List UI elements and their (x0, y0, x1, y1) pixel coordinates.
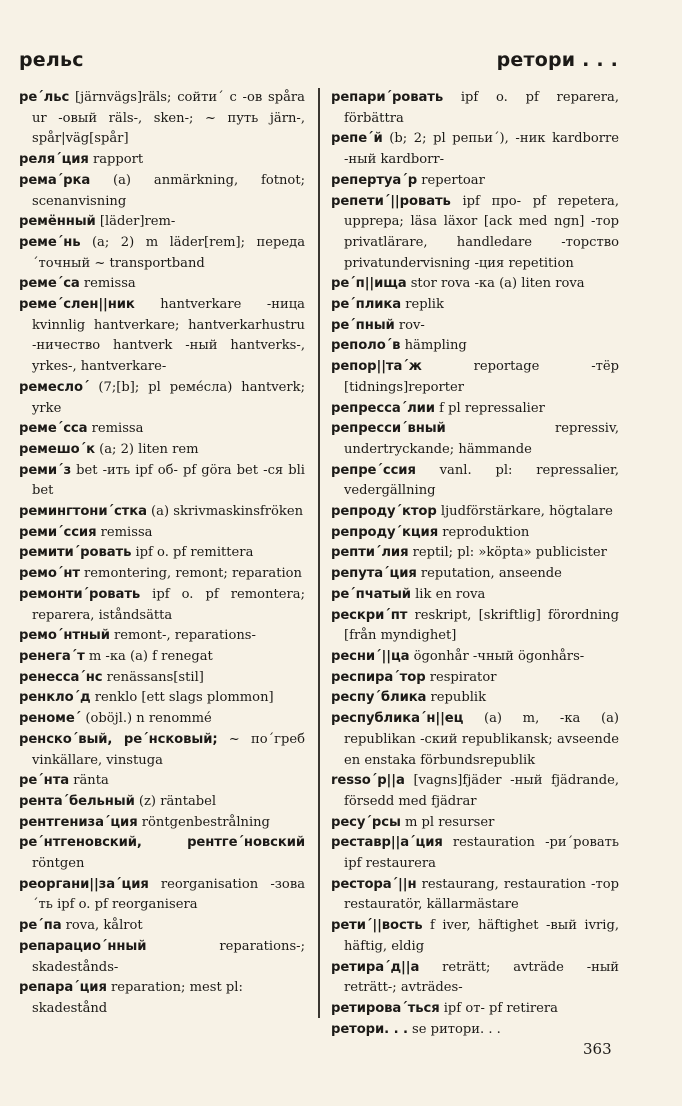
headword: реоргани||за´ция (19, 876, 149, 892)
headword: реноме´ (19, 711, 82, 727)
definition: (a) anmärkning, fotnot; scenanvisning (32, 172, 305, 209)
headword: ренега´т (19, 648, 85, 664)
definition: remont-, reparations- (109, 628, 256, 644)
dictionary-entry (19, 171, 305, 212)
dictionary-entry (331, 709, 619, 771)
definition: ~ по´греб vinkällare, vinstuga (32, 731, 305, 768)
headword: ретори. . . (331, 1021, 408, 1037)
dictionary-entry (331, 606, 619, 647)
dictionary-entry (19, 833, 305, 874)
headword: репара´ция (19, 980, 107, 996)
dictionary-entry (331, 461, 619, 502)
definition: (7;[b]; pl реме́сла) hantverk; yrke (32, 379, 305, 416)
dictionary-entry (19, 564, 305, 585)
headword: ре´плика (331, 297, 402, 313)
headword: рети´||вость (331, 918, 423, 934)
dictionary-entry (19, 440, 305, 461)
definition: (a; 2) liten rem (94, 441, 199, 457)
dictionary-entry (331, 833, 619, 874)
dictionary-entry (19, 212, 305, 233)
headword: ремённый (19, 214, 96, 230)
headword: реставр||а´ция (331, 835, 443, 851)
headword: ремонти´ровать (19, 586, 141, 602)
definition: [läder]rem- (95, 214, 176, 230)
headword: ренкло´д (19, 690, 91, 706)
definition: reptil; pl: »köpta» publicister (408, 545, 607, 561)
definition: restauration -ри´ровать ipf restaurera (344, 835, 619, 872)
dictionary-entry (19, 274, 305, 295)
headword: ремингтони´стка (19, 504, 147, 520)
definition: reputation, anseende (416, 566, 562, 582)
dictionary-entry (19, 523, 305, 544)
definition: renässans[stil] (102, 669, 204, 685)
headword: ретира´д||а (331, 959, 420, 975)
definition: se ритори. . . (407, 1021, 501, 1037)
definition: (a) skrivmaskinsfröken (146, 504, 304, 520)
definition: (a; 2) m läder[rem]; переда´точный ~ transportband (32, 234, 305, 271)
headword: репроду´ктор (331, 504, 437, 520)
dictionary-entry (331, 564, 619, 585)
right-column (331, 88, 619, 1040)
headword: ресу´рсы (331, 814, 401, 830)
definition: ipf про- pf repetera, upprepa; läsa läxor [ack med ngn] -тор privatlärare, handledare -торство privatundervisning -ция repetition (344, 193, 619, 271)
dictionary-entry (19, 647, 305, 668)
headword: ре´па (19, 918, 62, 934)
definition: [vagns]fjäder -ный fjädrande, försedd med fjädrar (344, 773, 619, 809)
dictionary-entry (331, 88, 619, 129)
definition: [järnvägs]räls; сойти´ с -ов spåra ur -овый räls-, sken-; ~ путь järn-, spår|väg[spår] (32, 90, 305, 147)
dictionary-entry (19, 813, 305, 834)
headword: ремесло´ (19, 379, 90, 395)
headword: рестора´||н (331, 876, 417, 892)
dictionary-entry (19, 295, 305, 378)
headword: реми´ссия (19, 524, 97, 540)
definition: remontering, remont; reparation (79, 566, 302, 582)
dictionary-entry (331, 357, 619, 398)
headword: ремешо´к (19, 441, 95, 457)
definition: repressiv, undertryckande; hämmande (344, 421, 619, 457)
headword: республика´н||ец (331, 711, 464, 727)
dictionary-entry (19, 875, 305, 916)
dictionary-entry (19, 916, 305, 937)
definition: lik en rova (410, 586, 486, 602)
headword: рента´бельный (19, 793, 135, 809)
definition: restaurang, restauration -тор restauratör, källarmästare (344, 876, 619, 913)
definition: hämpling (400, 338, 467, 354)
definition: f iver, häftighet -вый ivrig, häftig, eldig (344, 918, 619, 954)
dictionary-entry (331, 419, 619, 460)
definition: remissa (96, 524, 153, 540)
dictionary-entry (331, 875, 619, 916)
headword: реме´са (19, 276, 80, 292)
headword: ренесса´нс (19, 669, 103, 685)
definition: röntgen (32, 856, 85, 872)
definition: ränta (69, 773, 109, 789)
dictionary-entry (19, 88, 305, 150)
definition: rova, kålrot (61, 918, 143, 934)
dictionary-entry (19, 378, 305, 419)
headword: репети´||ровать (331, 193, 451, 209)
definition: (b; 2; pl репьи´), -ник kardborre -ный kardborr- (344, 131, 619, 168)
definition: (z) räntabel (134, 793, 217, 809)
definition: remissa (79, 276, 136, 292)
headword: ре´нта (19, 773, 70, 789)
definition: ipf от- pf retirera (439, 1000, 558, 1016)
headword: рескри´пт (331, 607, 408, 623)
dictionary-entry (331, 502, 619, 523)
dictionary-entry (19, 668, 305, 689)
definition: republik (426, 690, 487, 706)
headword: реля´ция (19, 152, 89, 168)
dictionary-entry (331, 129, 619, 170)
definition: m pl resurser (400, 814, 495, 830)
dictionary-entry (331, 647, 619, 668)
dictionary-entry (19, 771, 305, 792)
definition: (oböjl.) n renommé (81, 711, 212, 727)
definition: bet -ить ipf об- pf göra bet -ся bli bet (32, 462, 305, 499)
dictionary-entry (19, 585, 305, 626)
definition: reportage -тёр [tidnings]reporter (344, 359, 619, 395)
headword: ре´льс (19, 90, 70, 105)
dictionary-entry (19, 233, 305, 274)
headword: репор||та´ж (331, 359, 422, 375)
headword: реполо´в (331, 338, 401, 354)
headword: реми´з (19, 462, 72, 478)
definition: remissa (87, 421, 144, 437)
dictionary-entry (19, 502, 305, 523)
definition: ljudförstärkare, högtalare (436, 504, 613, 520)
definition: ögonhår -чный ögonhårs- (409, 648, 585, 664)
headword: ренско´вый, ре´нсковый; (19, 731, 218, 747)
headword: ремо´нтный (19, 628, 110, 644)
headword: репари´ровать (331, 90, 444, 105)
definition: reproduktion (438, 524, 530, 540)
headword: ресни´||ца (331, 648, 410, 664)
headword: ремо´нт (19, 566, 80, 582)
headword: репти´лия (331, 545, 409, 561)
headword: ретирова´ться (331, 1000, 440, 1016)
definition: ipf o. pf remontera; reparera, iståndsätta (32, 586, 305, 623)
definition: repertoar (417, 172, 485, 188)
definition: reskript, [skriftlig] förordning [från myndighet] (344, 607, 619, 644)
dictionary-entry (331, 336, 619, 357)
dictionary-entry (331, 192, 619, 275)
definition: hantverkare -ница kvinnlig hantverkare; hantverkarhustru -ничество hantverk -ный hantverks-, yrkes-, hantverkare- (32, 297, 305, 375)
headword: реме´слен||ник (19, 297, 135, 313)
dictionary-entry (19, 461, 305, 502)
dictionary-entry (331, 1020, 619, 1041)
headword: репресса´лии (331, 400, 435, 416)
headword: ремити´ровать (19, 545, 132, 561)
dictionary-entry (19, 978, 305, 1019)
running-head-left: рельс (19, 49, 84, 71)
definition: rapport (88, 152, 144, 168)
headword: репертуа´р (331, 172, 418, 188)
dictionary-entry (331, 274, 619, 295)
dictionary-entry (331, 668, 619, 689)
definition: reparation; mest pl: skadestånd (32, 980, 243, 1016)
definition: röntgenbestrålning (137, 814, 270, 830)
dictionary-entry (331, 958, 619, 999)
headword: ре´пчатый (331, 586, 411, 602)
headword: рентгениза´ция (19, 814, 138, 830)
dictionary-entry (19, 543, 305, 564)
definition: respirator (425, 669, 497, 685)
headword: репроду´кция (331, 524, 439, 540)
dictionary-entry (19, 150, 305, 171)
dictionary-entry (331, 295, 619, 316)
definition: ipf o. pf reparera, förbättra (344, 90, 619, 126)
dictionary-entry (19, 626, 305, 647)
dictionary-entry (331, 585, 619, 606)
definition: vanl. pl: repressalier, vedergällning (344, 462, 619, 499)
headword: реме´сса (19, 421, 88, 437)
headword: репарацио´нный (19, 938, 147, 954)
headword: репута´ция (331, 566, 417, 582)
definition: reträtt; avträde -ный reträtt-; avträdes- (344, 959, 619, 996)
dictionary-entry (19, 688, 305, 709)
headword: репре´ссия (331, 462, 416, 478)
dictionary-entry (331, 316, 619, 337)
dictionary-entry (19, 937, 305, 978)
headword: респу´блика (331, 690, 427, 706)
dictionary-entry (19, 419, 305, 440)
dictionary-entry (19, 730, 305, 771)
dictionary-entry (19, 792, 305, 813)
page-number: 363 (583, 1040, 612, 1058)
definition: ipf o. pf remittera (131, 545, 254, 561)
dictionary-entry (331, 813, 619, 834)
definition: reparations-; skadestånds- (32, 938, 305, 975)
definition: renklo [ett slags plommon] (90, 690, 274, 706)
headword: ре´пный (331, 317, 395, 333)
definition: replik (401, 297, 444, 313)
dictionary-entry (331, 771, 619, 812)
headword: рема´рка (19, 172, 91, 188)
dictionary-entry (331, 688, 619, 709)
dictionary-entry (331, 999, 619, 1020)
definition: (a) m, -ка (a) republikan -ский republikansk; avseende en enstaka förbundsrepublik (344, 711, 619, 768)
headword: респира´тор (331, 669, 426, 685)
dictionary-entry (331, 171, 619, 192)
dictionary-entry (331, 916, 619, 957)
definition: m -ка (a) f renegat (84, 648, 213, 664)
definition: rov- (394, 317, 425, 333)
headword: ressо´р||а (331, 773, 405, 789)
definition: stor rova -ка (a) liten rova (406, 276, 585, 292)
headword: реме´нь (19, 234, 81, 250)
headword: ре´п||ища (331, 276, 407, 292)
dictionary-entry (19, 709, 305, 730)
headword: репресси´вный (331, 421, 446, 437)
headword: ре´нтгеновский, рентге´новский (19, 835, 305, 851)
headword: репе´й (331, 131, 383, 147)
column-divider (318, 88, 320, 1018)
definition: f pl repressalier (434, 400, 545, 416)
definition: reorganisation -зова´ть ipf o. pf reorganisera (32, 876, 305, 913)
dictionary-entry (331, 399, 619, 420)
left-column (19, 88, 305, 1020)
running-head-right: ретори . . . (496, 49, 618, 71)
dictionary-entry (331, 543, 619, 564)
dictionary-entry (331, 523, 619, 544)
